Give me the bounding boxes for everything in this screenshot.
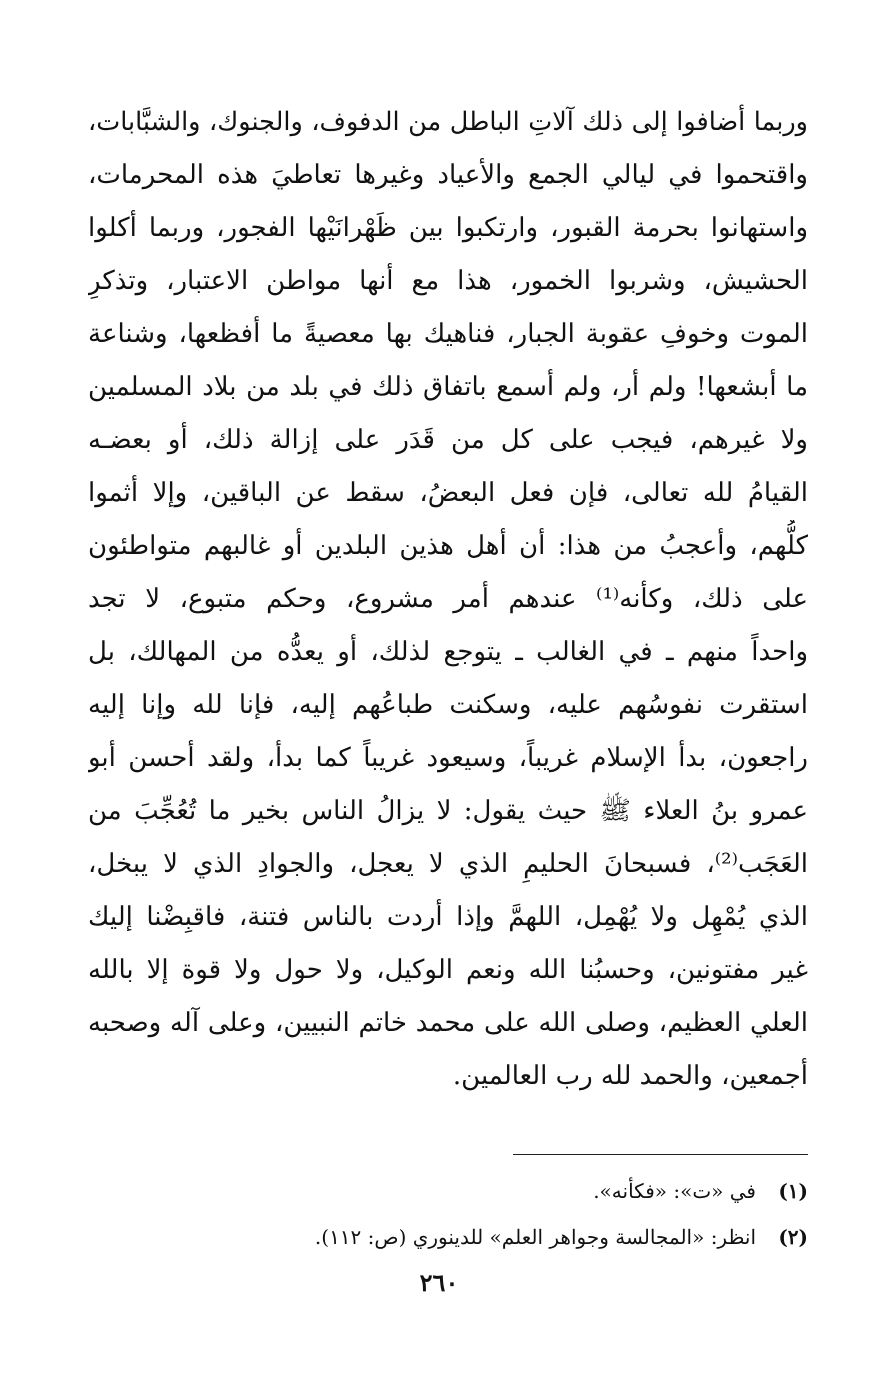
text-line: واستهانوا بحرمة القبور، وارتكبوا بين ظَهْرانَيْها الفجور، وربما أكلوا xyxy=(88,213,808,243)
text-line: كلُّهم، وأعجبُ من هذا: أن أهل هذين البلدين أو غالبهم متواطئون xyxy=(88,531,808,561)
footnote-text: انظر: «المجالسة وجواهر العلم» للدينوري (ص: ١١٢). xyxy=(314,1225,756,1249)
footnote-divider xyxy=(513,1154,808,1155)
text-line: استقرت نفوسُهم عليه، وسكنت طباعُهم إليه، فإنا لله وإنا إليه xyxy=(88,690,808,720)
footnote-2 xyxy=(88,1214,808,1260)
text-line: على ذلك، وكأنه⁽¹⁾ عندهم أمر مشروع، وحكم متبوع، لا تجد xyxy=(88,584,808,614)
text-line: الذي يُمْهِل ولا يُهْمِل، اللهمَّ وإذا أردت بالناس فتنة، فاقبِضْنا إليك xyxy=(88,902,808,932)
footnote-number: (١) xyxy=(778,1179,808,1203)
text-line: غير مفتونين، وحسبُنا الله ونعم الوكيل، ولا حول ولا قوة إلا بالله xyxy=(88,955,808,985)
text-line: الموت وخوفِ عقوبة الجبار، فناهيك بها معصيةً ما أفظعها، وشناعة xyxy=(88,319,808,349)
footnote-number: (٢) xyxy=(778,1225,808,1249)
text-line: راجعون، بدأ الإسلام غريباً، وسيعود غريباً كما بدأ، ولقد أحسن أبو xyxy=(88,743,808,773)
text-line: العلي العظيم، وصلى الله على محمد خاتم النبيين، وعلى آله وصحبه xyxy=(88,1008,808,1038)
footnotes xyxy=(88,1168,808,1260)
footnote-1 xyxy=(88,1168,808,1214)
text-line: واحداً منهم ـ في الغالب ـ يتوجع لذلك، أو يعدُّه من المهالك، بل xyxy=(88,637,808,667)
text-line: وربما أضافوا إلى ذلك آلاتِ الباطل من الدفوف، والجنوك، والشبَّابات، xyxy=(88,107,808,137)
text-line: عمرو بنُ العلاء ﷺ حيث يقول: لا يزالُ الناس بخير ما تُعُجِّبَ من xyxy=(88,796,808,826)
text-line: القيامُ لله تعالى، فإن فعل البعضُ، سقط عن الباقين، وإلا أثموا xyxy=(88,478,808,508)
main-text xyxy=(88,96,808,1103)
text-line: ما أبشعها! ولم أر، ولم أسمع باتفاق ذلك في بلد من بلاد المسلمين xyxy=(88,372,808,402)
page-number: ٢٦٠ xyxy=(419,1268,459,1297)
text-line: ولا غيرهم، فيجب على كل من قَدَر على إزالة ذلك، أو بعضـه xyxy=(88,425,808,455)
footnote-text: في «ت»: «فكأنه». xyxy=(593,1179,756,1203)
text-line: الحشيش، وشربوا الخمور، هذا مع أنها مواطن الاعتبار، وتذكرِ xyxy=(88,266,808,296)
text-line-last: أجمعين، والحمد لله رب العالمين. xyxy=(452,1061,808,1091)
text-line: العَجَب⁽²⁾، فسبحانَ الحليمِ الذي لا يعجل، والجوادِ الذي لا يبخل، xyxy=(88,849,808,879)
text-line: واقتحموا في ليالي الجمع والأعياد وغيرها تعاطيَ هذه المحرمات، xyxy=(88,160,808,190)
